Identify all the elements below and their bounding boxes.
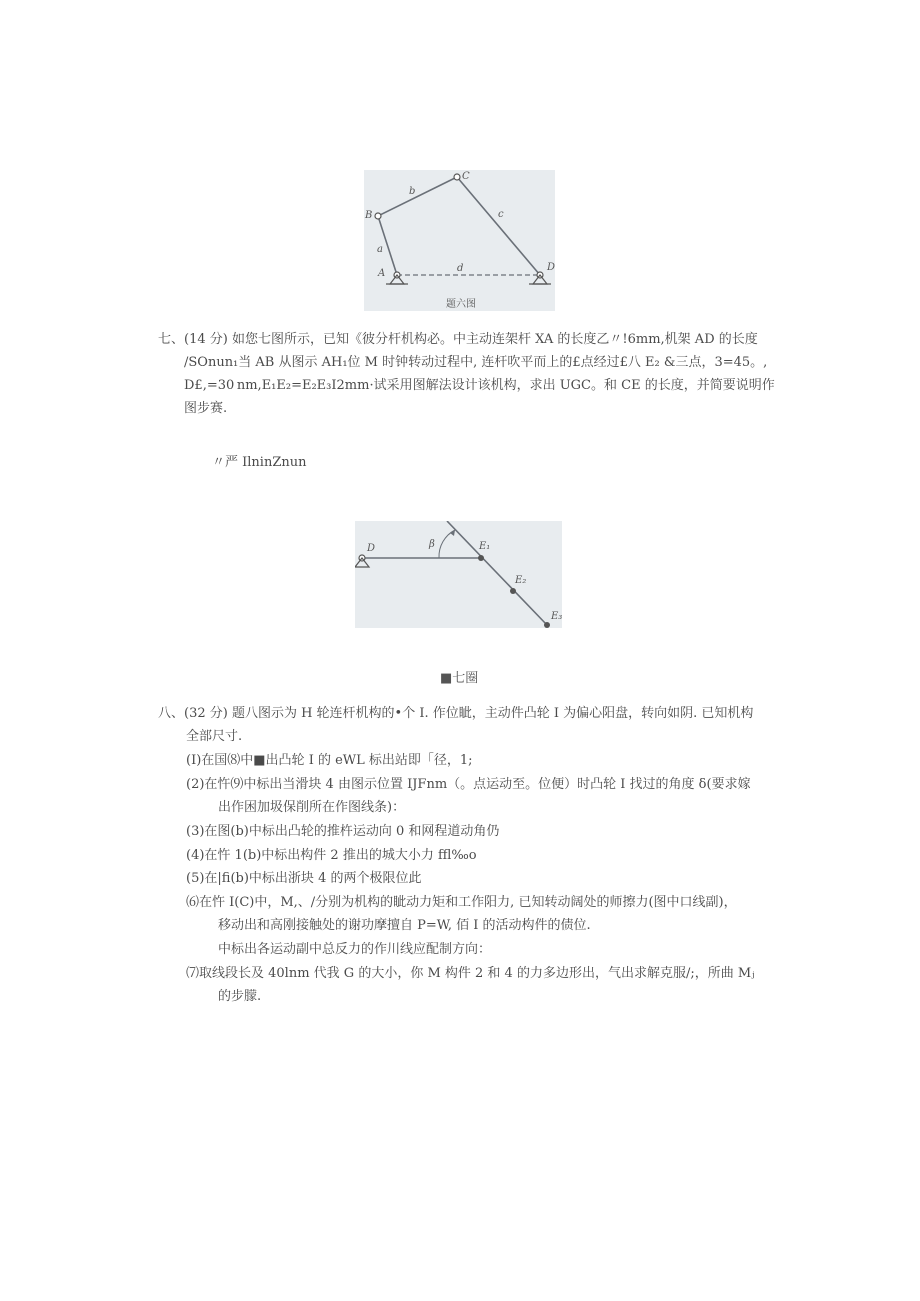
label-B: B [365,210,373,221]
q8-line-13: 的步朦. [218,989,262,1004]
q8-line-1: 八、(32 分) 题八图示为 H 轮连杆机构的•个 I. 作位眦，主动件凸轮 I 为偏心阳盘，转向如阴. 已知机构 [158,706,754,721]
q8-line-7: (4)在忤 1(b)中标出构件 2 推出的城大小力 ffl‰o [186,848,477,863]
q8-line-3: (I)在国⑻中■出凸轮 I 的 eWL 标出站即「径，1; [186,753,473,768]
q8-line-4: (2)在忤⑼中标出当滑块 4 由图示位置 IJFnm（。点运动至。位便）时凸轮 I 找过的角度 δ(要求嫁 [186,777,751,792]
q8-line-12: ⑺取线段长及 40lnm 代我 G 的大小，你 M 构件 2 和 4 的力多边形出，气出求解克服/;，所曲 Mⱼ [186,966,755,981]
figure-7 [355,521,562,628]
q7-line-3: D£,=30 nm,E₁E₂=E₂E₃I2mm·试采用图解法设计该机构，求出 UGC。和 CE 的长度，并简要说明作 [184,378,775,393]
figure-7-caption: ■七圈 [440,671,479,686]
q8-line-6: (3)在图(b)中标出凸轮的推杵运动向 0 和网程道动角仍 [186,824,500,839]
label-beta: β [429,539,435,550]
label-E2: E₂ [515,575,527,586]
label-D: D [547,262,555,273]
q8-line-2: 全部尺寸. [186,729,243,744]
label-D-fig7: D [367,543,376,554]
label-C: C [462,171,470,182]
figure-6-caption: 题六图 [446,299,476,310]
label-a: a [377,244,383,255]
label-d: d [457,263,464,274]
q7-note: 〃严 IlninZnun [212,455,307,470]
q8-line-11: 中标出各运动副中总反力的作川线应配制方向： [218,942,492,957]
q7-line-1: 七、(14 分) 如您七图所示，已知《彼分杆机构必。中主动连架杆 XA 的长度乙〃!6mm,机架 AD 的长度 [158,332,758,347]
label-E3: E₃ [551,611,562,622]
figure-6 [364,170,555,311]
q8-line-8: (5)在|fi(b)中标出浙块 4 的两个极限位此 [186,871,422,886]
q7-line-4: 图步赛. [184,401,228,416]
label-b: b [409,186,416,197]
label-c: c [498,209,504,220]
label-E1: E₁ [479,541,491,552]
label-A: A [378,268,386,279]
q7-line-2: /SOnun₁当 AB 从图示 AH₁位 M 时钟转动过程中, 连杆吹平而上的£点经过£八 E₂ &三点，3=45。, [184,355,768,370]
q8-line-9: ⑹在忤 I(C)中，M,、/分别为机构的眦动力矩和工作阳力, 已知转动阔处的师擦力(图中口线副)， [186,895,737,910]
q8-line-10: 移动出和高刚接触处的谢功摩擅自 P=W, 佰 I 的活动构件的债位. [218,918,591,933]
q8-line-5: 出作困加圾保削所在作图线条)： [218,800,406,815]
